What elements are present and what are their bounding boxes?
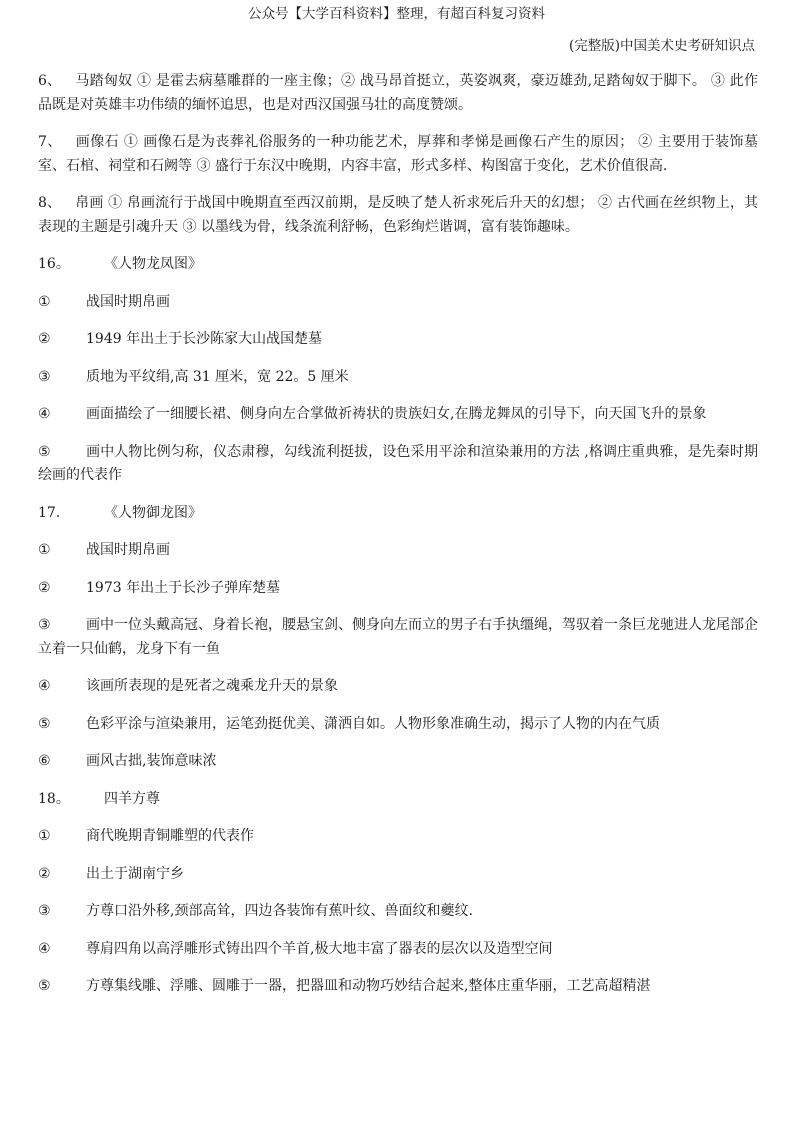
paragraph-number: 7、	[38, 134, 62, 150]
item-marker: ④	[38, 940, 51, 957]
item-marker: ①	[38, 828, 51, 844]
item-marker: ⑥	[38, 753, 51, 769]
item-text: 尊肩四角以高浮雕形式铸出四个羊首,极大地丰富了器表的层次以及造型空间	[86, 940, 553, 957]
item-text: 战国时期帛画	[86, 542, 170, 558]
paragraph-text: 马踏匈奴 ① 是霍去病墓雕群的一座主像；② 战马昂首挺立，英姿飒爽，豪迈雄劲,足踏匈奴于脚下。 ③ 此作品既是对英雄丰功伟绩的缅怀追思，也是对西汉国强马壮的高度赞颂。	[38, 73, 758, 113]
paragraph-text: 帛画 ① 帛画流行于战国中晚期直至西汉前期，是反映了楚人祈求死后升天的幻想； ② 古代画在丝织物上，其表现的主题是引魂升天 ③ 以墨线为骨，线条流利舒畅，色彩绚烂谐调，富有装饰趣味。	[38, 195, 758, 235]
section-number: 18。	[38, 790, 70, 807]
item-marker: ⑤	[38, 443, 51, 460]
paragraph-6	[38, 70, 758, 117]
item-text: 该画所表现的是死者之魂乘龙升天的景象	[86, 678, 338, 694]
item-text: 出土于湖南宁乡	[86, 865, 184, 882]
item-text: 1949 年出土于长沙陈家大山战国楚墓	[86, 331, 323, 347]
list-item	[38, 577, 758, 601]
item-text: 商代晚期青铜雕塑的代表作	[86, 828, 254, 844]
watermark-header: 公众号【大学百科资料】整理，有超百科复习资料	[248, 6, 545, 22]
list-item	[38, 900, 758, 924]
content-body	[38, 70, 758, 1013]
item-marker: ①	[38, 542, 51, 558]
item-marker: ③	[38, 617, 51, 633]
item-marker: ⑤	[38, 978, 51, 994]
document-title: (完整版)中国美术史考研知识点	[568, 38, 755, 54]
list-item	[38, 863, 758, 887]
section-title: 四羊方尊	[104, 790, 160, 807]
item-marker: ④	[38, 406, 51, 422]
item-marker: ②	[38, 331, 51, 347]
item-text: 质地为平纹绢,高 31 厘米，宽 22。5 厘米	[86, 368, 349, 385]
list-item	[38, 825, 758, 849]
paragraph-text: 画像石 ① 画像石是为丧葬礼俗服务的一种功能艺术，厚葬和孝悌是画像石产生的原因； ② 主要用于装饰墓室、石棺、祠堂和石阙等 ③ 盛行于东汉中晚期，内容丰富，形式多样、构图富于变化，艺术价值很高.	[38, 134, 758, 174]
list-item	[38, 675, 758, 699]
item-text: 方尊集线雕、浮雕、圆雕于一器，把器皿和动物巧妙结合起来,整体庄重华丽，工艺高超精湛	[86, 978, 651, 994]
section-number: 16。	[38, 256, 70, 272]
item-text: 画中一位头戴高冠、身着长袍，腰悬宝剑、侧身向左而立的男子右手执缰绳，驾驭着一条巨龙驰进人龙尾部企立着一只仙鹤，龙身下有一鱼	[38, 617, 758, 657]
item-text: 1973 年出土于长沙子弹库楚墓	[86, 579, 281, 596]
item-marker: ①	[38, 293, 51, 310]
item-marker: ④	[38, 678, 51, 694]
list-item	[38, 366, 758, 390]
item-text: 战国时期帛画	[86, 293, 170, 310]
section-heading-18	[38, 788, 758, 812]
item-marker: ③	[38, 368, 51, 385]
list-item	[38, 403, 758, 427]
item-marker: ②	[38, 865, 51, 882]
list-item	[38, 328, 758, 352]
item-marker: ②	[38, 579, 51, 596]
list-item	[38, 614, 758, 661]
paragraph-7	[38, 131, 758, 178]
list-item	[38, 441, 758, 488]
item-marker: ③	[38, 903, 51, 919]
section-title: 《人物龙凤图》	[104, 256, 202, 272]
section-number: 17.	[38, 504, 61, 521]
item-text: 画中人物比例匀称，仪态肃穆，勾线流利挺拔，设色采用平涂和渲染兼用的方法 ,格调庄重典雅，是先秦时期绘画的代表作	[38, 443, 758, 483]
section-title: 《人物御龙图》	[104, 504, 202, 521]
list-item	[38, 539, 758, 563]
list-item	[38, 713, 758, 737]
paragraph-number: 8、	[38, 195, 62, 211]
list-item	[38, 975, 758, 999]
item-marker: ⑤	[38, 715, 51, 732]
item-text: 方尊口沿外移,颈部高耸，四边各装饰有蕉叶纹、兽面纹和夔纹.	[86, 903, 473, 919]
list-item	[38, 291, 758, 315]
paragraph-number: 6、	[38, 73, 62, 89]
item-text: 画面描绘了一细腰长裙、侧身向左合掌做祈祷状的贵族妇女,在腾龙舞凤的引导下，向天国飞升的景象	[86, 406, 707, 422]
list-item	[38, 938, 758, 962]
section-heading-16	[38, 253, 758, 277]
list-item	[38, 750, 758, 774]
paragraph-8	[38, 192, 758, 239]
item-text: 画风古拙,装饰意味浓	[86, 753, 217, 769]
section-heading-17	[38, 502, 758, 526]
item-text: 色彩平涂与渲染兼用，运笔劲挺优美、潇洒自如。人物形象准确生动，揭示了人物的内在气质	[86, 715, 660, 732]
